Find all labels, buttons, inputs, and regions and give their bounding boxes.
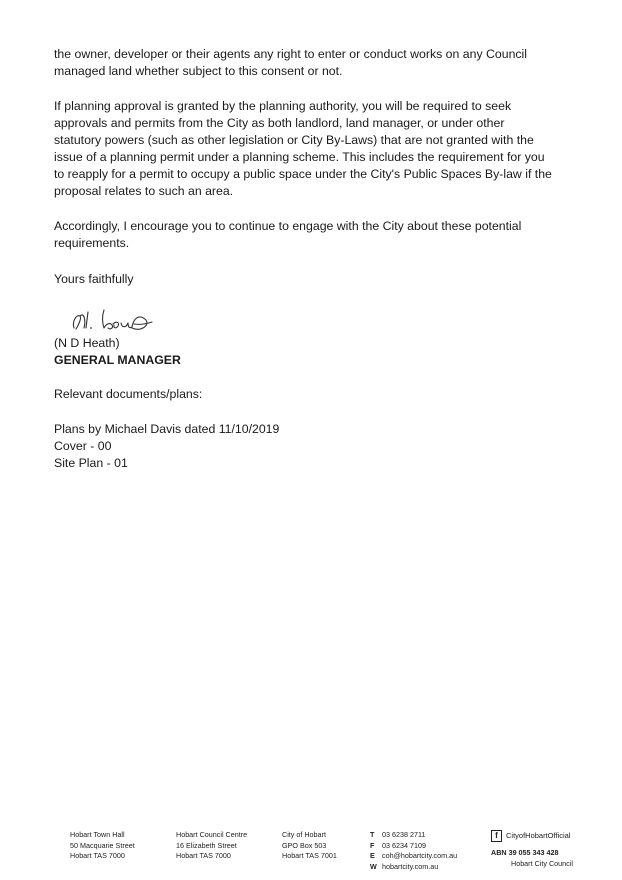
relevant-documents-heading — [54, 386, 554, 403]
social-handle — [491, 830, 573, 842]
social-and-abn — [491, 830, 573, 869]
address-line: Hobart Council Centre — [176, 830, 248, 839]
paragraph-text: Accordingly, I encourage you to continue to engage with the City about these potential requirements. — [54, 219, 522, 250]
abn-number: ABN 39 055 343 428 — [491, 848, 559, 857]
list-item: Plans by Michael Davis dated 11/10/2019 — [54, 422, 280, 436]
contact-value: 03 6234 7109 — [382, 840, 426, 850]
contact-details — [370, 830, 457, 872]
paragraph-land-access — [54, 46, 554, 80]
letterhead-footer — [0, 830, 622, 880]
heading-text: Relevant documents/plans: — [54, 387, 203, 401]
address-council-centre — [176, 830, 247, 862]
closing-text: Yours faithfully — [54, 272, 134, 286]
address-line: City of Hobart — [282, 830, 326, 839]
contact-label: T — [370, 830, 375, 839]
contact-value: coh@hobartcity.com.au — [382, 851, 458, 860]
contact-value: 03 6238 2711 — [382, 830, 426, 839]
plans-list — [54, 421, 554, 472]
address-postal — [282, 830, 337, 862]
contact-label: W — [370, 861, 377, 871]
social-handle-text: CityofHobartOfficial — [506, 830, 571, 840]
handwritten-signature — [66, 302, 166, 336]
address-town-hall — [70, 830, 135, 862]
contact-website — [370, 862, 457, 873]
paragraph-engagement — [54, 218, 554, 252]
signatory-title: GENERAL MANAGER — [54, 353, 181, 367]
contact-fax — [370, 841, 457, 852]
address-line: Hobart Town Hall — [70, 830, 125, 839]
signature-block — [54, 335, 554, 369]
closing-salutation — [54, 271, 554, 288]
council-name: Hobart City Council — [511, 858, 573, 868]
contact-email — [370, 851, 457, 862]
paragraph-text: If planning approval is granted by the planning authority, you will be required to seek approvals and permits from the City as both landlord, land manager, or under other statutory powers (such as other legislation or City By-Laws) that are not granted with the issue of a planning permit under a planning scheme. This includes the requirement for you to reapply for a permit to occupy a public space under the City's Public Spaces By-law if the proposal relates to such an area. — [54, 99, 552, 198]
contact-label: E — [370, 851, 375, 860]
address-line: Hobart TAS 7000 — [70, 851, 125, 860]
address-line: Hobart TAS 7001 — [282, 851, 337, 860]
list-item: Site Plan - 01 — [54, 456, 128, 470]
contact-value: hobartcity.com.au — [382, 861, 439, 871]
address-line: GPO Box 503 — [282, 840, 327, 850]
address-line: 50 Macquarie Street — [70, 840, 135, 850]
contact-phone — [370, 830, 457, 841]
facebook-icon: f — [491, 830, 502, 842]
address-line: 16 Elizabeth Street — [176, 840, 237, 850]
list-item: Cover - 00 — [54, 439, 112, 453]
paragraph-approvals — [54, 98, 554, 200]
signatory-name: (N D Heath) — [54, 336, 120, 350]
paragraph-text: the owner, developer or their agents any right to enter or conduct works on any Council managed land whether subject to this consent or not. — [54, 47, 528, 78]
address-line: Hobart TAS 7000 — [176, 851, 231, 860]
contact-label: F — [370, 840, 375, 850]
